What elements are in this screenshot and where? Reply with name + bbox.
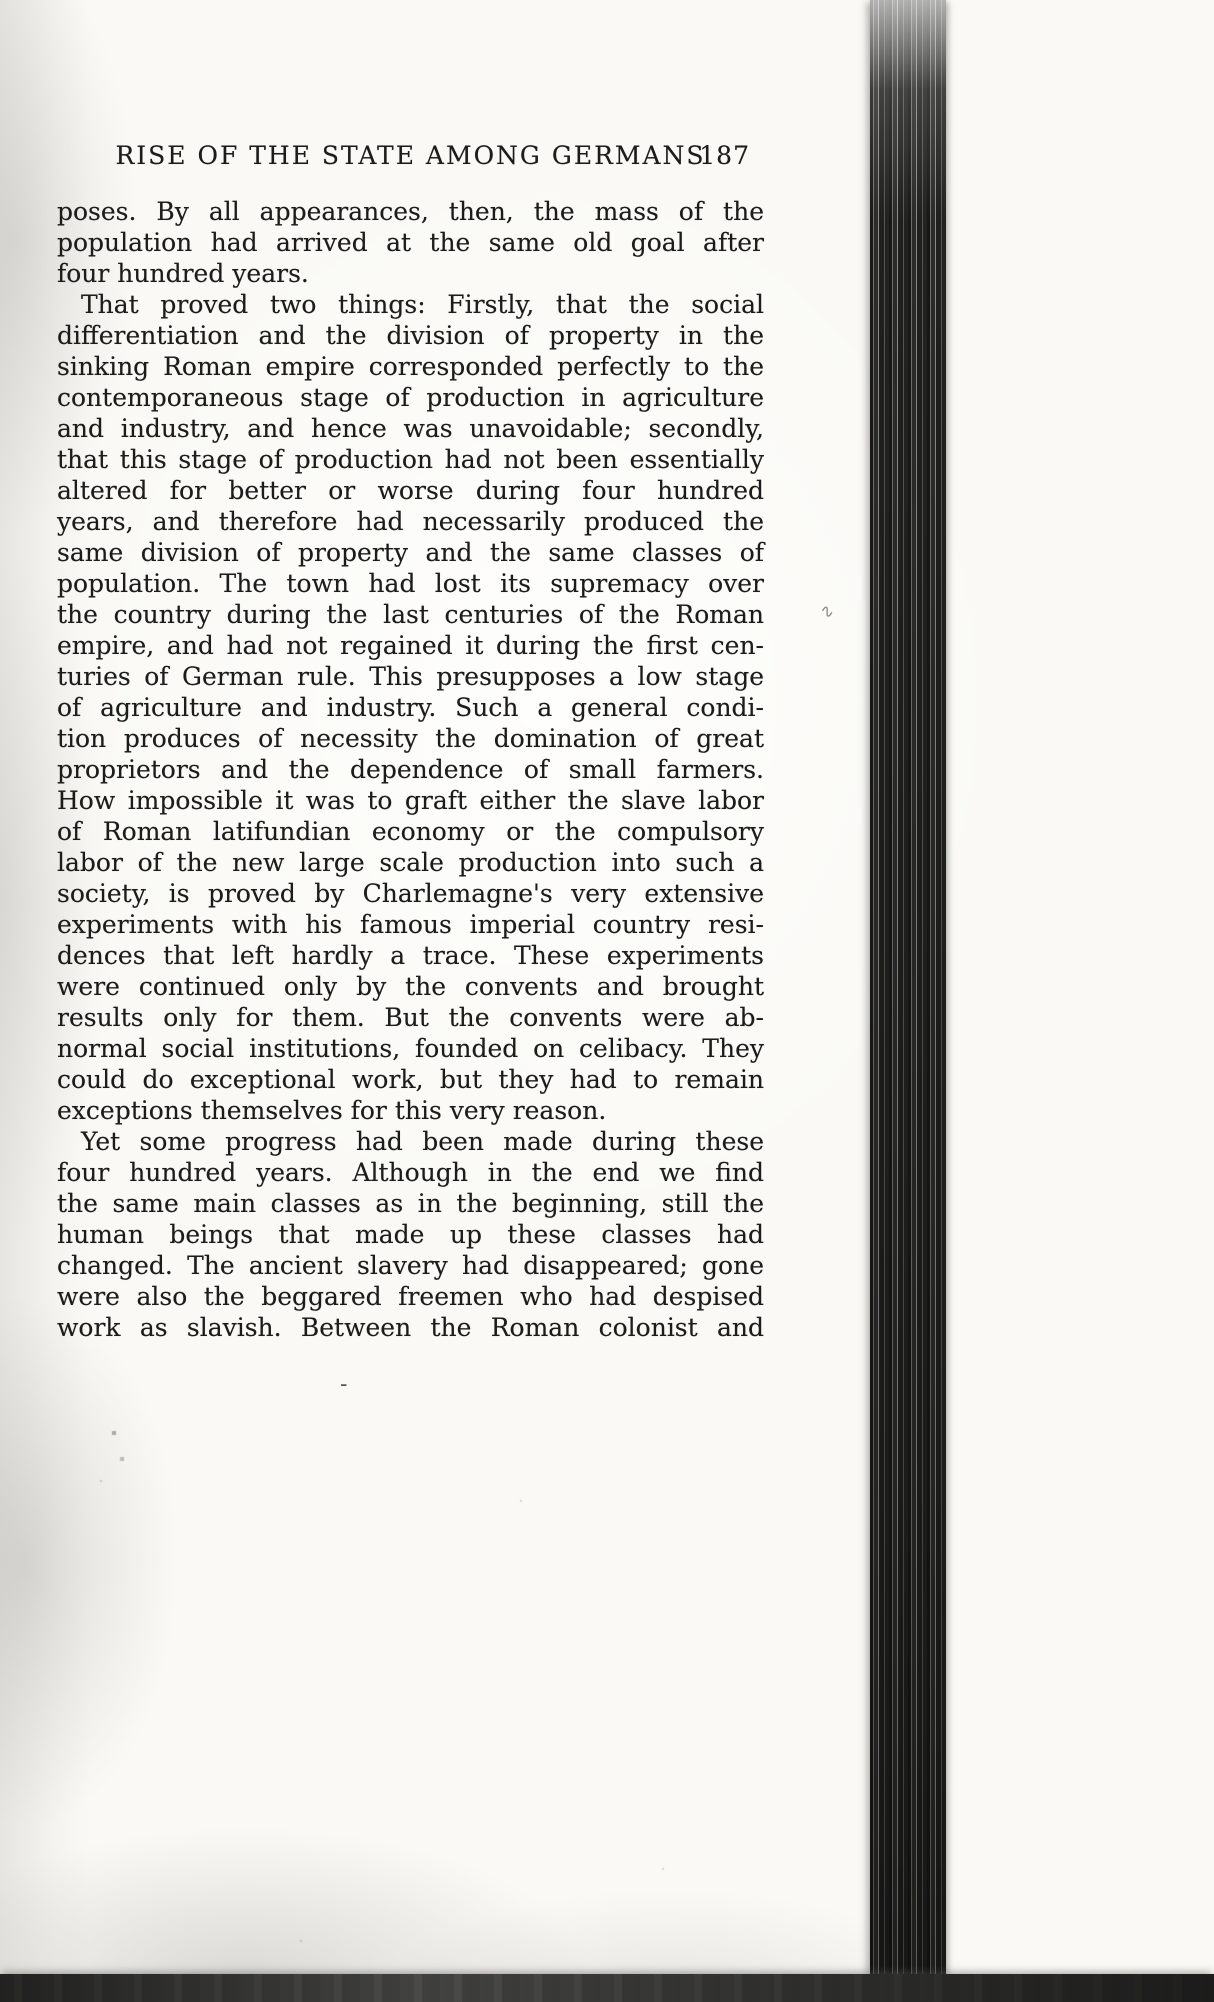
text-line: turies of German rule. This presupposes a low stage — [57, 662, 764, 691]
book-page-edges — [870, 0, 946, 1978]
text-line: human beings that made up these classes had — [57, 1220, 764, 1249]
paragraph — [57, 289, 764, 1126]
text-block — [57, 196, 764, 1343]
text-line: tion produces of necessity the domination of great — [57, 724, 764, 753]
stray-dash-mark: - — [340, 1372, 348, 1397]
text-line: same division of property and the same classes of — [57, 538, 764, 567]
text-line: differentiation and the division of property in the — [57, 321, 764, 350]
text-line: work as slavish. Between the Roman colonist and — [57, 1313, 764, 1342]
text-line: four hundred years. Although in the end we find — [57, 1158, 764, 1187]
text-line: proprietors and the dependence of small farmers. — [57, 755, 764, 784]
paragraph — [57, 1126, 764, 1343]
text-line: of agriculture and industry. Such a general condi- — [57, 693, 764, 722]
text-line: the same main classes as in the beginning, still the — [57, 1189, 764, 1218]
text-line: were continued only by the convents and brought — [57, 972, 764, 1001]
text-line: Yet some progress had been made during these — [81, 1127, 764, 1156]
text-line: empire, and had not regained it during the first cen- — [57, 631, 764, 660]
text-line: changed. The ancient slavery had disappeared; gone — [57, 1251, 764, 1280]
text-line: sinking Roman empire corresponded perfectly to the — [57, 352, 764, 381]
text-line: were also the beggared freemen who had despised — [57, 1282, 764, 1311]
text-line: normal social institutions, founded on celibacy. They — [57, 1034, 764, 1063]
text-line: results only for them. But the convents were ab- — [57, 1003, 764, 1032]
text-line: could do exceptional work, but they had to remain — [57, 1065, 764, 1094]
text-line: the country during the last centuries of the Roman — [57, 600, 764, 629]
text-line: poses. By all appearances, then, the mass of the — [57, 197, 764, 226]
text-line: exceptions themselves for this very reason. — [57, 1096, 607, 1125]
chapter-title: RISE OF THE STATE AMONG GERMANS — [115, 141, 706, 170]
paragraph — [57, 196, 764, 289]
text-line: population had arrived at the same old goal after — [57, 228, 764, 257]
dust-specks — [0, 0, 2, 2]
text-line: that this stage of production had not been essentially — [57, 445, 764, 474]
text-line: society, is proved by Charlemagne's very extensive — [57, 879, 764, 908]
text-line: altered for better or worse during four hundred — [57, 476, 764, 505]
text-line: and industry, and hence was unavoidable; secondly, — [57, 414, 764, 443]
page-number: 187 — [699, 141, 750, 170]
text-line: years, and therefore had necessarily produced the — [57, 507, 764, 536]
text-line: of Roman latifundian economy or the compulsory — [57, 817, 764, 846]
text-line: labor of the new large scale production into such a — [57, 848, 764, 877]
scan-bottom-edge — [0, 1974, 1214, 2002]
text-line: contemporaneous stage of production in agriculture — [57, 383, 764, 412]
running-header — [57, 140, 764, 172]
text-line: experiments with his famous imperial country resi- — [57, 910, 764, 939]
text-line: four hundred years. — [57, 259, 309, 288]
text-line: That proved two things: Firstly, that the social — [81, 290, 764, 319]
text-line: dences that left hardly a trace. These experiments — [57, 941, 764, 970]
text-line: population. The town had lost its supremacy over — [57, 569, 764, 598]
text-line: How impossible it was to graft either the slave labor — [57, 786, 764, 815]
margin-ink-mark: ∿ — [817, 600, 837, 624]
